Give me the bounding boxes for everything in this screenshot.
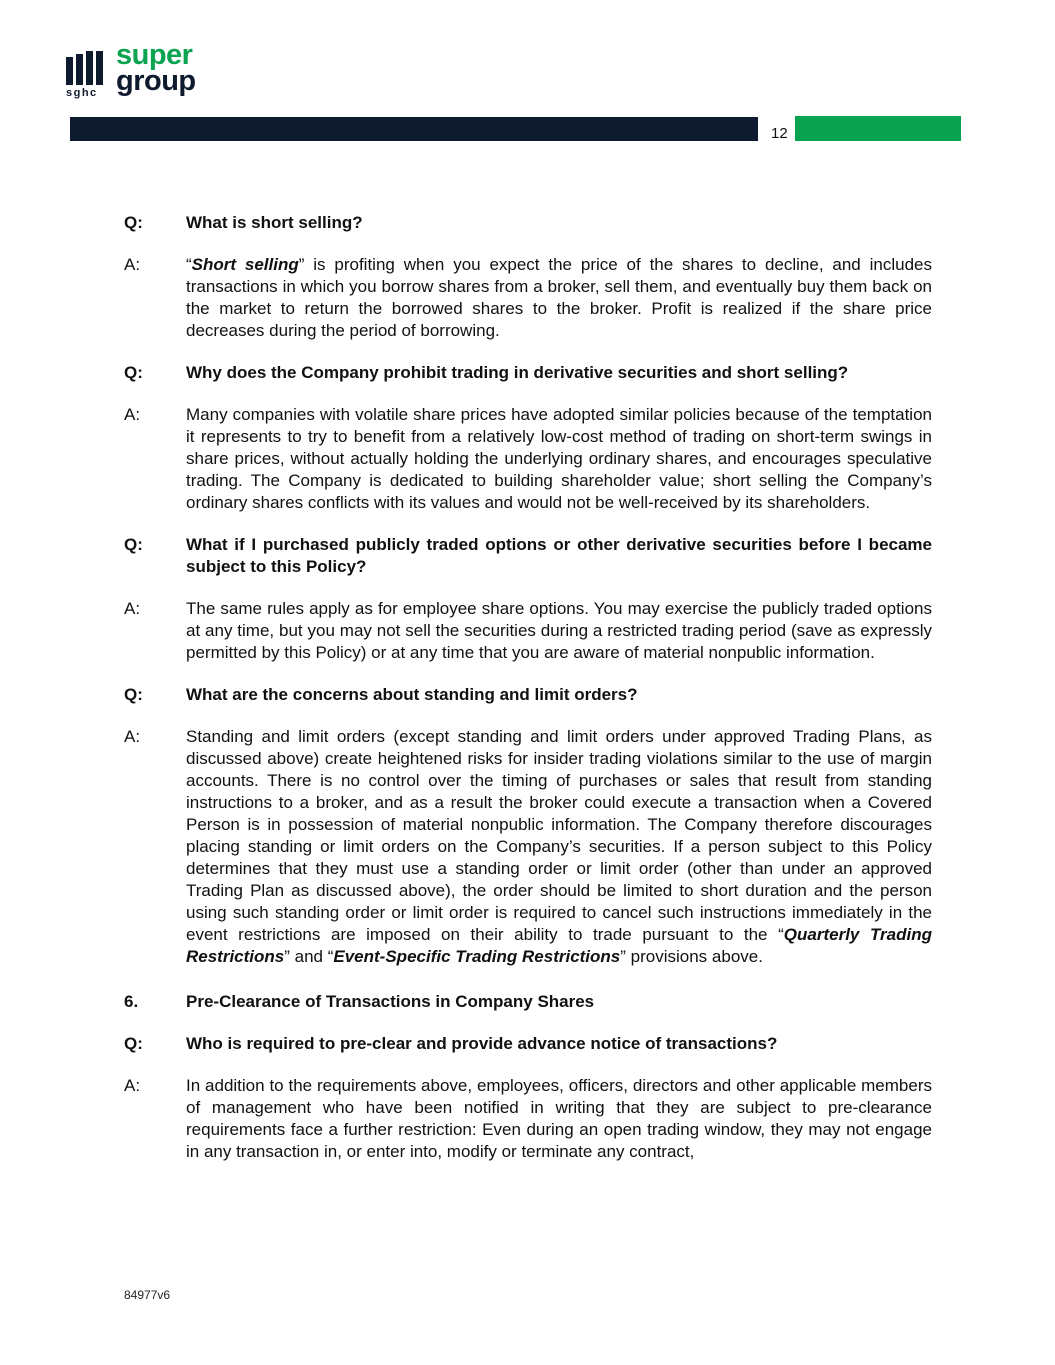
answer-text-part: ” provisions above. (620, 947, 763, 966)
question-text: Who is required to pre-clear and provide advance notice of transactions? (186, 1034, 778, 1053)
question-text: What are the concerns about standing and limit orders? (186, 685, 638, 704)
answer-block (124, 254, 932, 342)
answer-block (124, 1075, 932, 1163)
answer-block (124, 404, 932, 514)
term-quarterly-restrictions: Quarterly Trading Restrictions (186, 925, 932, 966)
answer-block (124, 598, 932, 664)
question-text: Why does the Company prohibit trading in derivative securities and short selling? (186, 363, 849, 382)
logo-word-super: super (116, 39, 193, 71)
answer-text (186, 726, 932, 968)
answer-text-part: Standing and limit orders (except standing and limit orders under approved Trading Plans, as discussed above) create heightened risks for insider trading violations similar to the use of margin accounts. There is no control over the timing of purchases or sales that result from standing instructions to a broker, and as a result the broker could execute a transaction when a Covered Person is in possession of material nonpublic information. The Company therefore discourages placing standing or limit orders on the Company’s securities. If a person subject to this Policy determines that they must use a standing order or limit order (other than under an approved Trading Plan as discussed above), the order should be limited to short duration and the person using such standing order or limit order is required to cancel such instructions immediately in the event restrictions are imposed on their ability to trade pursuant to the “ (186, 727, 932, 944)
header-band-dark (70, 117, 758, 141)
q-label: Q: (124, 363, 143, 382)
answer-text: In addition to the requirements above, employees, officers, directors and other applicable members of management who have been notified in writing that they are subject to pre-clearance requirements face a further restriction: Even during an open trading window, they may not engage in any transaction in, or enter into, modify or terminate any contract, (186, 1076, 932, 1161)
answer-text: Many companies with volatile share prices have adopted similar policies because of the temptation it represents to try to benefit from a relatively low-cost method of trading on short-term swings in share prices, without actually holding the underlying ordinary shares, and encourages speculative trading. The Company is dedicated to building shareholder value; short selling the Company’s ordinary shares conflicts with its values and would not be well-received by its shareholders. (186, 405, 932, 512)
document-id: 84977v6 (124, 1288, 171, 1302)
answer-text-part: “ (186, 255, 192, 274)
a-label: A: (124, 1076, 141, 1095)
answer-text: The same rules apply as for employee share options. You may exercise the publicly traded options at any time, but you may not sell the securities during a restricted trading period (save as expressly permitted by this Policy) or at any time that you are aware of material nonpublic information. (186, 599, 932, 662)
q-label: Q: (124, 685, 143, 704)
term-event-specific-restrictions: Event-Specific Trading Restrictions (333, 947, 621, 966)
section-number: 6. (124, 992, 139, 1011)
answer-text-part: ” is profiting when you expect the price of the shares to decline, and includes transactions in which you borrow shares from a broker, sell them, and eventually buy them back on the market to return the borrowed shares to the broker. Profit is realized if the share price decreases during the period of borrowing. (186, 255, 932, 340)
logo-word-group: group (116, 65, 196, 97)
logo-sghc: sghc (66, 87, 98, 99)
a-label: A: (124, 599, 141, 618)
question-block (124, 1033, 932, 1055)
a-label: A: (124, 405, 141, 424)
section-title: Pre-Clearance of Transactions in Company Shares (186, 992, 595, 1011)
q-label: Q: (124, 535, 143, 554)
q-label: Q: (124, 213, 143, 232)
header-band-green (795, 116, 961, 141)
section-heading (124, 991, 932, 1013)
a-label: A: (124, 255, 141, 274)
answer-block (124, 726, 932, 968)
term-short-selling: Short selling (191, 255, 299, 274)
question-block (124, 534, 932, 578)
q-label: Q: (124, 1034, 143, 1053)
answer-text-part: ” and “ (284, 947, 334, 966)
a-label: A: (124, 727, 141, 746)
question-block (124, 212, 932, 234)
page-number: 12 (771, 125, 788, 142)
logo-wordmark (116, 39, 196, 97)
question-text: What is short selling? (186, 213, 363, 232)
question-block (124, 684, 932, 706)
question-block (124, 362, 932, 384)
question-text: What if I purchased publicly traded options or other derivative securities before I became subject to this Policy? (186, 535, 932, 576)
answer-text (186, 254, 932, 342)
logo-bars-icon (66, 51, 108, 85)
document-body (124, 212, 932, 1163)
